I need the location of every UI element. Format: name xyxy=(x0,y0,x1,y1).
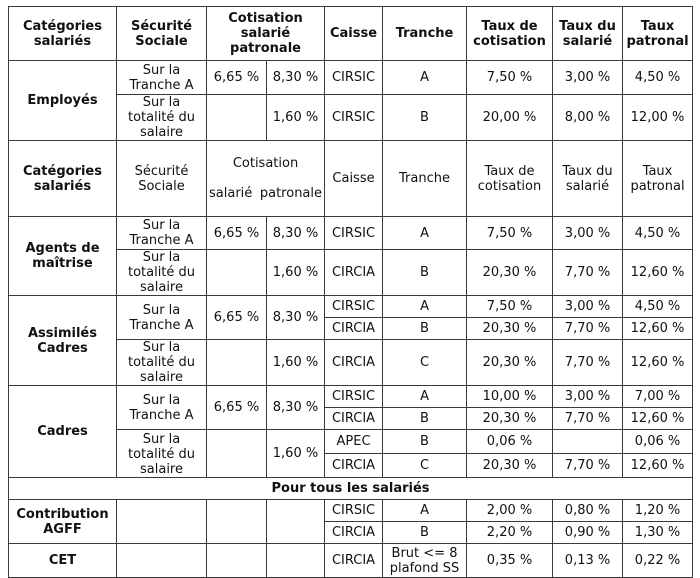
salarie-cell: 6,65 % xyxy=(207,386,267,430)
taux-cotisation-cell: 7,50 % xyxy=(467,61,553,95)
header-securite-sociale: Sécurité Sociale xyxy=(117,141,207,217)
section-row xyxy=(9,478,693,500)
tranche-cell: B xyxy=(383,95,467,141)
patronale-cell: 1,60 % xyxy=(267,340,325,386)
salarie-cell: 6,65 % xyxy=(207,296,267,340)
taux-cotisation-cell: 0,35 % xyxy=(467,544,553,578)
header-salarie: salarié xyxy=(209,186,253,201)
caisse-cell: CIRSIC xyxy=(325,296,383,318)
taux-salarie-cell: 7,70 % xyxy=(553,408,623,430)
taux-salarie-cell: 0,80 % xyxy=(553,500,623,522)
ss-cell: Sur la Tranche A xyxy=(117,61,207,95)
taux-patronal-cell: 12,60 % xyxy=(623,318,693,340)
ss-cell: Sur la Tranche A xyxy=(117,217,207,250)
tranche-cell: A xyxy=(383,217,467,250)
taux-patronal-cell: 0,22 % xyxy=(623,544,693,578)
caisse-cell: CIRSIC xyxy=(325,61,383,95)
header-taux-salarie: Taux du salarié xyxy=(553,141,623,217)
table-row xyxy=(9,544,693,578)
patronale-cell: 1,60 % xyxy=(267,95,325,141)
caisse-cell: CIRCIA xyxy=(325,318,383,340)
salarie-cell xyxy=(207,430,267,478)
taux-patronal-cell: 0,06 % xyxy=(623,430,693,454)
tranche-cell: C xyxy=(383,340,467,386)
category-agents-maitrise: Agents de maîtrise xyxy=(9,217,117,296)
taux-salarie-cell: 3,00 % xyxy=(553,296,623,318)
caisse-cell: CIRSIC xyxy=(325,386,383,408)
tranche-cell: B xyxy=(383,408,467,430)
tranche-cell: A xyxy=(383,386,467,408)
taux-salarie-cell: 0,13 % xyxy=(553,544,623,578)
taux-cotisation-cell: 0,06 % xyxy=(467,430,553,454)
category-agff: Contribution AGFF xyxy=(9,500,117,544)
caisse-cell: CIRCIA xyxy=(325,544,383,578)
patronale-cell xyxy=(267,500,325,544)
header-taux-patronal: Taux patronal xyxy=(623,7,693,61)
taux-patronal-cell: 12,00 % xyxy=(623,95,693,141)
caisse-cell: CIRCIA xyxy=(325,454,383,478)
taux-salarie-cell: 7,70 % xyxy=(553,340,623,386)
section-pour-tous: Pour tous les salariés xyxy=(9,478,693,500)
patronale-cell: 1,60 % xyxy=(267,430,325,478)
header-taux-patronal: Taux patronal xyxy=(623,141,693,217)
taux-cotisation-cell: 7,50 % xyxy=(467,217,553,250)
header-cotisation-label: Cotisation xyxy=(232,156,299,171)
taux-patronal-cell: 4,50 % xyxy=(623,296,693,318)
taux-salarie-cell: 3,00 % xyxy=(553,386,623,408)
table-row xyxy=(9,61,693,95)
caisse-cell: CIRSIC xyxy=(325,500,383,522)
header-tranche: Tranche xyxy=(383,7,467,61)
taux-patronal-cell: 1,30 % xyxy=(623,522,693,544)
taux-cotisation-cell: 2,20 % xyxy=(467,522,553,544)
header-categories: Catégories salariés xyxy=(9,7,117,61)
taux-cotisation-cell: 10,00 % xyxy=(467,386,553,408)
header-row xyxy=(9,7,693,61)
header-cotisation xyxy=(207,141,325,217)
table-row xyxy=(9,217,693,250)
salarie-cell: 6,65 % xyxy=(207,61,267,95)
tranche-cell: B xyxy=(383,250,467,296)
header-cotisation: Cotisation salarié patronale xyxy=(207,7,325,61)
taux-cotisation-cell: 20,30 % xyxy=(467,250,553,296)
tranche-cell: A xyxy=(383,61,467,95)
salarie-cell xyxy=(207,340,267,386)
cotisations-table xyxy=(8,6,693,578)
salarie-cell xyxy=(207,544,267,578)
ss-cell: Sur la totalité du salaire xyxy=(117,430,207,478)
ss-cell: Sur la Tranche A xyxy=(117,386,207,430)
patronale-cell: 8,30 % xyxy=(267,296,325,340)
ss-cell xyxy=(117,500,207,544)
header-patronale: patronale xyxy=(259,186,323,201)
header-securite-sociale: Sécurité Sociale xyxy=(117,7,207,61)
taux-patronal-cell: 4,50 % xyxy=(623,217,693,250)
patronale-cell xyxy=(267,544,325,578)
taux-patronal-cell: 12,60 % xyxy=(623,340,693,386)
taux-patronal-cell: 1,20 % xyxy=(623,500,693,522)
header-taux-cotisation: Taux de cotisation xyxy=(467,7,553,61)
header-caisse: Caisse xyxy=(325,7,383,61)
salarie-cell xyxy=(207,500,267,544)
header-row xyxy=(9,141,693,217)
caisse-cell: CIRCIA xyxy=(325,522,383,544)
category-employes: Employés xyxy=(9,61,117,141)
taux-cotisation-cell: 20,30 % xyxy=(467,408,553,430)
taux-salarie-cell: 7,70 % xyxy=(553,250,623,296)
taux-patronal-cell: 12,60 % xyxy=(623,454,693,478)
taux-cotisation-cell: 20,30 % xyxy=(467,318,553,340)
caisse-cell: APEC xyxy=(325,430,383,454)
taux-salarie-cell: 3,00 % xyxy=(553,217,623,250)
header-taux-cotisation: Taux de cotisation xyxy=(467,141,553,217)
patronale-cell: 8,30 % xyxy=(267,386,325,430)
taux-salarie-cell: 3,00 % xyxy=(553,61,623,95)
tranche-cell: B xyxy=(383,430,467,454)
category-cadres: Cadres xyxy=(9,386,117,478)
header-tranche: Tranche xyxy=(383,141,467,217)
taux-cotisation-cell: 7,50 % xyxy=(467,296,553,318)
taux-patronal-cell: 4,50 % xyxy=(623,61,693,95)
ss-cell xyxy=(117,544,207,578)
category-cet: CET xyxy=(9,544,117,578)
taux-cotisation-cell: 20,30 % xyxy=(467,340,553,386)
taux-salarie-cell: 0,90 % xyxy=(553,522,623,544)
table-row xyxy=(9,500,693,522)
tranche-cell: B xyxy=(383,318,467,340)
taux-salarie-cell: 7,70 % xyxy=(553,318,623,340)
salarie-cell xyxy=(207,95,267,141)
header-categories: Catégories salariés xyxy=(9,141,117,217)
table-row xyxy=(9,296,693,318)
taux-patronal-cell: 12,60 % xyxy=(623,408,693,430)
table-row xyxy=(9,386,693,408)
ss-cell: Sur la totalité du salaire xyxy=(117,340,207,386)
caisse-cell: CIRCIA xyxy=(325,408,383,430)
tranche-cell: Brut <= 8 plafond SS xyxy=(383,544,467,578)
patronale-cell: 8,30 % xyxy=(267,217,325,250)
tranche-cell: B xyxy=(383,522,467,544)
taux-cotisation-cell: 2,00 % xyxy=(467,500,553,522)
taux-patronal-cell: 7,00 % xyxy=(623,386,693,408)
caisse-cell: CIRSIC xyxy=(325,95,383,141)
ss-cell: Sur la totalité du salaire xyxy=(117,250,207,296)
tranche-cell: C xyxy=(383,454,467,478)
taux-patronal-cell: 12,60 % xyxy=(623,250,693,296)
taux-salarie-cell: 7,70 % xyxy=(553,454,623,478)
ss-cell: Sur la Tranche A xyxy=(117,296,207,340)
taux-salarie-cell xyxy=(553,430,623,454)
category-assimiles-cadres: Assimilés Cadres xyxy=(9,296,117,386)
salarie-cell xyxy=(207,250,267,296)
patronale-cell: 8,30 % xyxy=(267,61,325,95)
header-caisse: Caisse xyxy=(325,141,383,217)
ss-cell: Sur la totalité du salaire xyxy=(117,95,207,141)
tranche-cell: A xyxy=(383,296,467,318)
header-cotisation-sub xyxy=(207,186,324,201)
taux-cotisation-cell: 20,00 % xyxy=(467,95,553,141)
salarie-cell: 6,65 % xyxy=(207,217,267,250)
header-taux-salarie: Taux du salarié xyxy=(553,7,623,61)
caisse-cell: CIRCIA xyxy=(325,250,383,296)
caisse-cell: CIRSIC xyxy=(325,217,383,250)
caisse-cell: CIRCIA xyxy=(325,340,383,386)
patronale-cell: 1,60 % xyxy=(267,250,325,296)
tranche-cell: A xyxy=(383,500,467,522)
taux-salarie-cell: 8,00 % xyxy=(553,95,623,141)
taux-cotisation-cell: 20,30 % xyxy=(467,454,553,478)
